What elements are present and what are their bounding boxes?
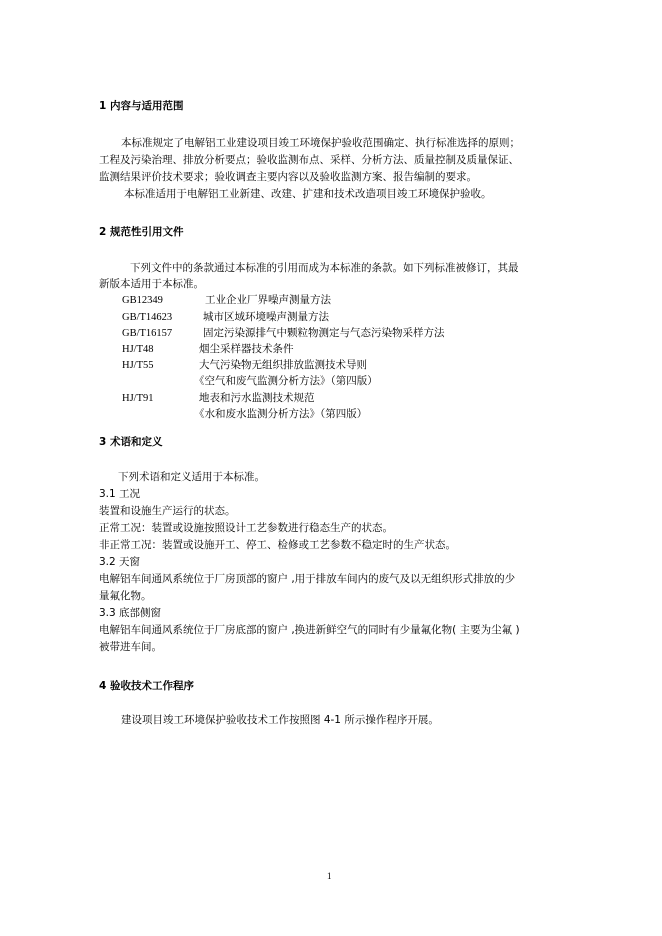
ref-code: GB/T16157 — [122, 328, 173, 339]
section-1-para-line: 本标准规定了电解铝工业建设项目竣工环境保护验收范围确定、执行标准选择的原则； — [121, 137, 520, 149]
ref-title: 固定污染源排气中颗粒物测定与气态污染物采样方法 — [203, 327, 445, 339]
term-line: 电解铝车间通风系统位于厂房顶部的窗户 ,用于排放车间内的废气及以无组织形式排放的少 — [99, 573, 516, 585]
ref-title: 《空气和废气监测分析方法》（第四版） — [194, 375, 378, 387]
ref-title: 大气污染物无组织排放监测技术导则 — [199, 359, 367, 371]
section-2-intro-line: 下列文件中的条款通过本标准的引用而成为本标准的条款。如下列标准被修订，其最 — [130, 262, 519, 274]
term-line: 被带进车间。 — [99, 641, 162, 653]
section-3-intro: 下列术语和定义适用于本标准。 — [118, 471, 265, 483]
term-heading: 3.1 工况 — [99, 488, 141, 500]
ref-code: GB12349 — [122, 295, 163, 306]
section-1-para-line: 监测结果评价技术要求；验收调查主要内容以及验收监测方案、报告编制的要求。 — [99, 171, 477, 183]
term-line: 装置和设施生产运行的状态。 — [99, 505, 236, 517]
section-3-heading: 3 术语和定义 — [99, 436, 163, 448]
ref-title: 《水和废水监测分析方法》（第四版） — [194, 408, 368, 420]
ref-title: 城市区域环境噪声测量方法 — [203, 311, 329, 323]
ref-title: 地表和污水监测技术规范 — [199, 392, 315, 404]
section-1-para-2: 本标准适用于电解铝工业新建、改建、扩建和技术改造项目竣工环境保护验收。 — [124, 188, 492, 200]
ref-code: HJ/T48 — [122, 344, 154, 355]
ref-code: HJ/T55 — [122, 360, 154, 371]
ref-code: HJ/T91 — [122, 393, 154, 404]
section-1-para-line: 工程及污染治理、排放分析要点；验收监测布点、采样、分析方法、质量控制及质量保证、 — [99, 154, 519, 166]
ref-title: 烟尘采样器技术条件 — [199, 343, 294, 355]
term-line: 量氟化物。 — [99, 590, 152, 602]
ref-code: GB/T14623 — [122, 312, 173, 323]
ref-title: 工业企业厂界噪声测量方法 — [205, 294, 331, 306]
term-line: 非正常工况：装置或设施开工、停工、检修或工艺参数不稳定时的生产状态。 — [99, 539, 456, 551]
section-4-para: 建设项目竣工环境保护验收技术工作按照图 4-1 所示操作程序开展。 — [121, 714, 439, 726]
term-heading: 3.3 底部侧窗 — [99, 607, 162, 619]
term-heading: 3.2 天窗 — [99, 556, 141, 568]
page-number: 1 — [327, 871, 332, 881]
term-line: 电解铝车间通风系统位于厂房底部的窗户 ,换进新鲜空气的同时有少量氟化物( 主要为尘氟 ) — [99, 624, 520, 636]
section-2-heading: 2 规范性引用文件 — [99, 226, 184, 238]
term-line: 正常工况：装置或设施按照设计工艺参数进行稳态生产的状态。 — [99, 522, 393, 534]
section-2-intro-line: 新版本适用于本标准。 — [99, 278, 204, 290]
section-4-heading: 4 验收技术工作程序 — [99, 680, 194, 692]
section-1-heading: 1 内容与适用范围 — [99, 100, 184, 112]
